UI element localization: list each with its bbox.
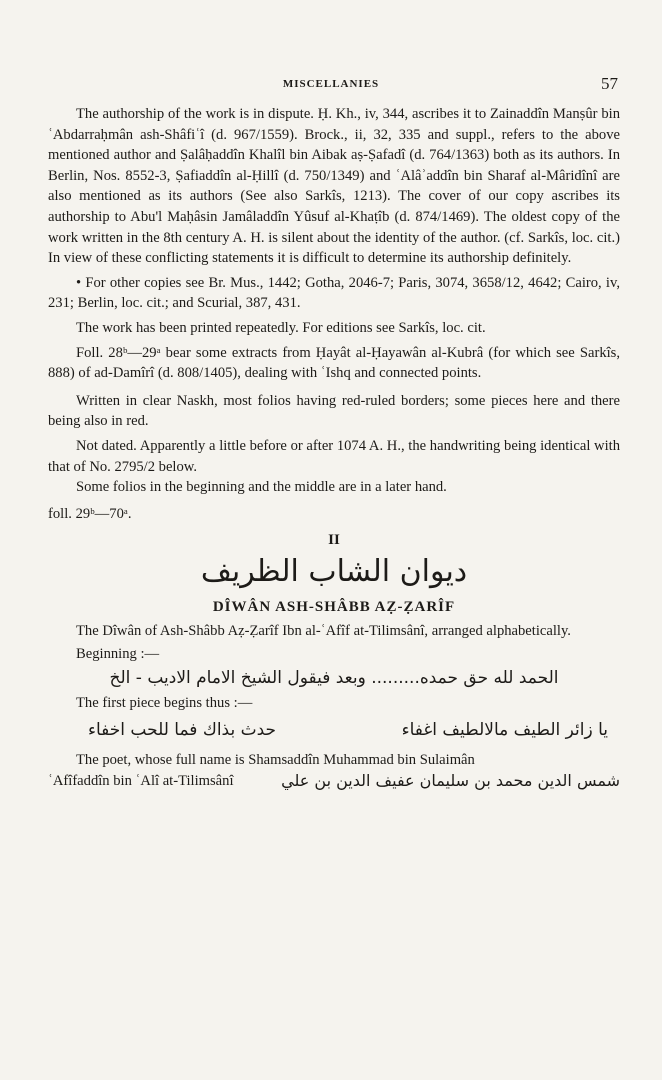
- poet-line-1: The poet, whose full name is Shamsaddîn Muhammad bin Sulaimân: [76, 752, 475, 769]
- verse-second-hemistich: حدث بذاك فما للحب اخفاء: [88, 720, 277, 741]
- page-header: [0, 74, 662, 98]
- beginning-label: Beginning :—: [76, 646, 160, 663]
- poet-latin-name: ʿAfîfaddîn bin ʿAlî at-Tilimsânî: [48, 772, 234, 789]
- authorship-paragraph: The authorship of the work is in dispute. Ḥ. Kh., iv, 344, ascribes it to Zainaddîn Manṣûr bin ʿAbdarraḥmân ash-Shâfiʿî (d. 967/1559). Brock., ii, 32, 335 and suppl., refers to the above mentioned author and Ṣalâḥaddîn Khalîl bin Aibak aṣ-Ṣafadî (d. 764/1363) both as its authors. In Berlin, Nos. 8552-3, Ṣafiaddîn al-Ḥillî (d. 750/1349) and ʿAlâʾaddîn bin Sharaf al-Mâridînî are also mentioned as its authors (See also Sarkîs, 1213). The cover of our copy ascribes its authorship to Abu'l Maḥâsin Jamâladdîn Yûsuf al-Khaṭîb (d. 874/1469). The oldest copy of the work written in the 8th century A. H. is silent about the identity of the author. (cf. Sarkîs, loc. cit.) In view of these conflicting statements it is difficult to determine its authorship definitely.: [48, 106, 620, 267]
- not-dated-paragraph: Not dated. Apparently a little before or after 1074 A. H., the handwriting being identical with that of No. 2795/2 below.: [48, 437, 620, 475]
- other-copies-paragraph: • For other copies see Br. Mus., 1442; Gotha, 2046-7; Paris, 3074, 3658/12, 4642; Cairo, iv, 231; Berlin, loc. cit.; and Scurial, 387, 431.: [48, 274, 620, 312]
- latin-title: DÎWÂN ASH-SHÂBB AẒ-ẒARÎF: [212, 598, 456, 615]
- section-numeral: II: [328, 532, 340, 549]
- page-content: [48, 104, 620, 791]
- arabic-title: ديوان الشاب الظريف: [200, 553, 468, 589]
- first-piece-label: The first piece begins thus :—: [76, 694, 253, 711]
- extracts-paragraph: Foll. 28ᵇ—29ᵃ bear some extracts from Ḥayât al-Ḥayawân al-Kubrâ (for which see Sarkîs, 888) of ad-Damîrî (d. 808/1405), dealing with ʿIshq and connected points.: [48, 344, 620, 382]
- written-paragraph: Written in clear Naskh, most folios having red-ruled borders; some pieces here and there being also in red.: [48, 392, 620, 430]
- page-number: 57: [601, 74, 618, 93]
- poet-line-2: [48, 771, 620, 792]
- printed-paragraph: The work has been printed repeatedly. For editions see Sarkîs, loc. cit.: [76, 319, 486, 336]
- folio-range: foll. 29ᵇ—70ᵃ.: [48, 505, 132, 522]
- running-title: MISCELLANIES: [282, 78, 380, 90]
- verse-first-hemistich: يا زائر الطيف مالالطيف اغفاء: [401, 720, 608, 741]
- first-verse: [48, 717, 620, 743]
- beginning-arabic: الحمد لله حق حمده......... وبعد فيقول الشيخ الامام الاديب - الخ: [109, 667, 559, 688]
- diwan-description: The Dîwân of Ash-Shâbb Aẓ-Ẓarîf Ibn al-ʿAfîf at-Tilimsânî, arranged alphabetically.: [76, 623, 571, 640]
- poet-arabic-name: شمس الدين محمد بن سليمان عفيف الدين بن علي: [281, 770, 620, 790]
- later-hand-paragraph: Some folios in the beginning and the middle are in a later hand.: [76, 479, 447, 496]
